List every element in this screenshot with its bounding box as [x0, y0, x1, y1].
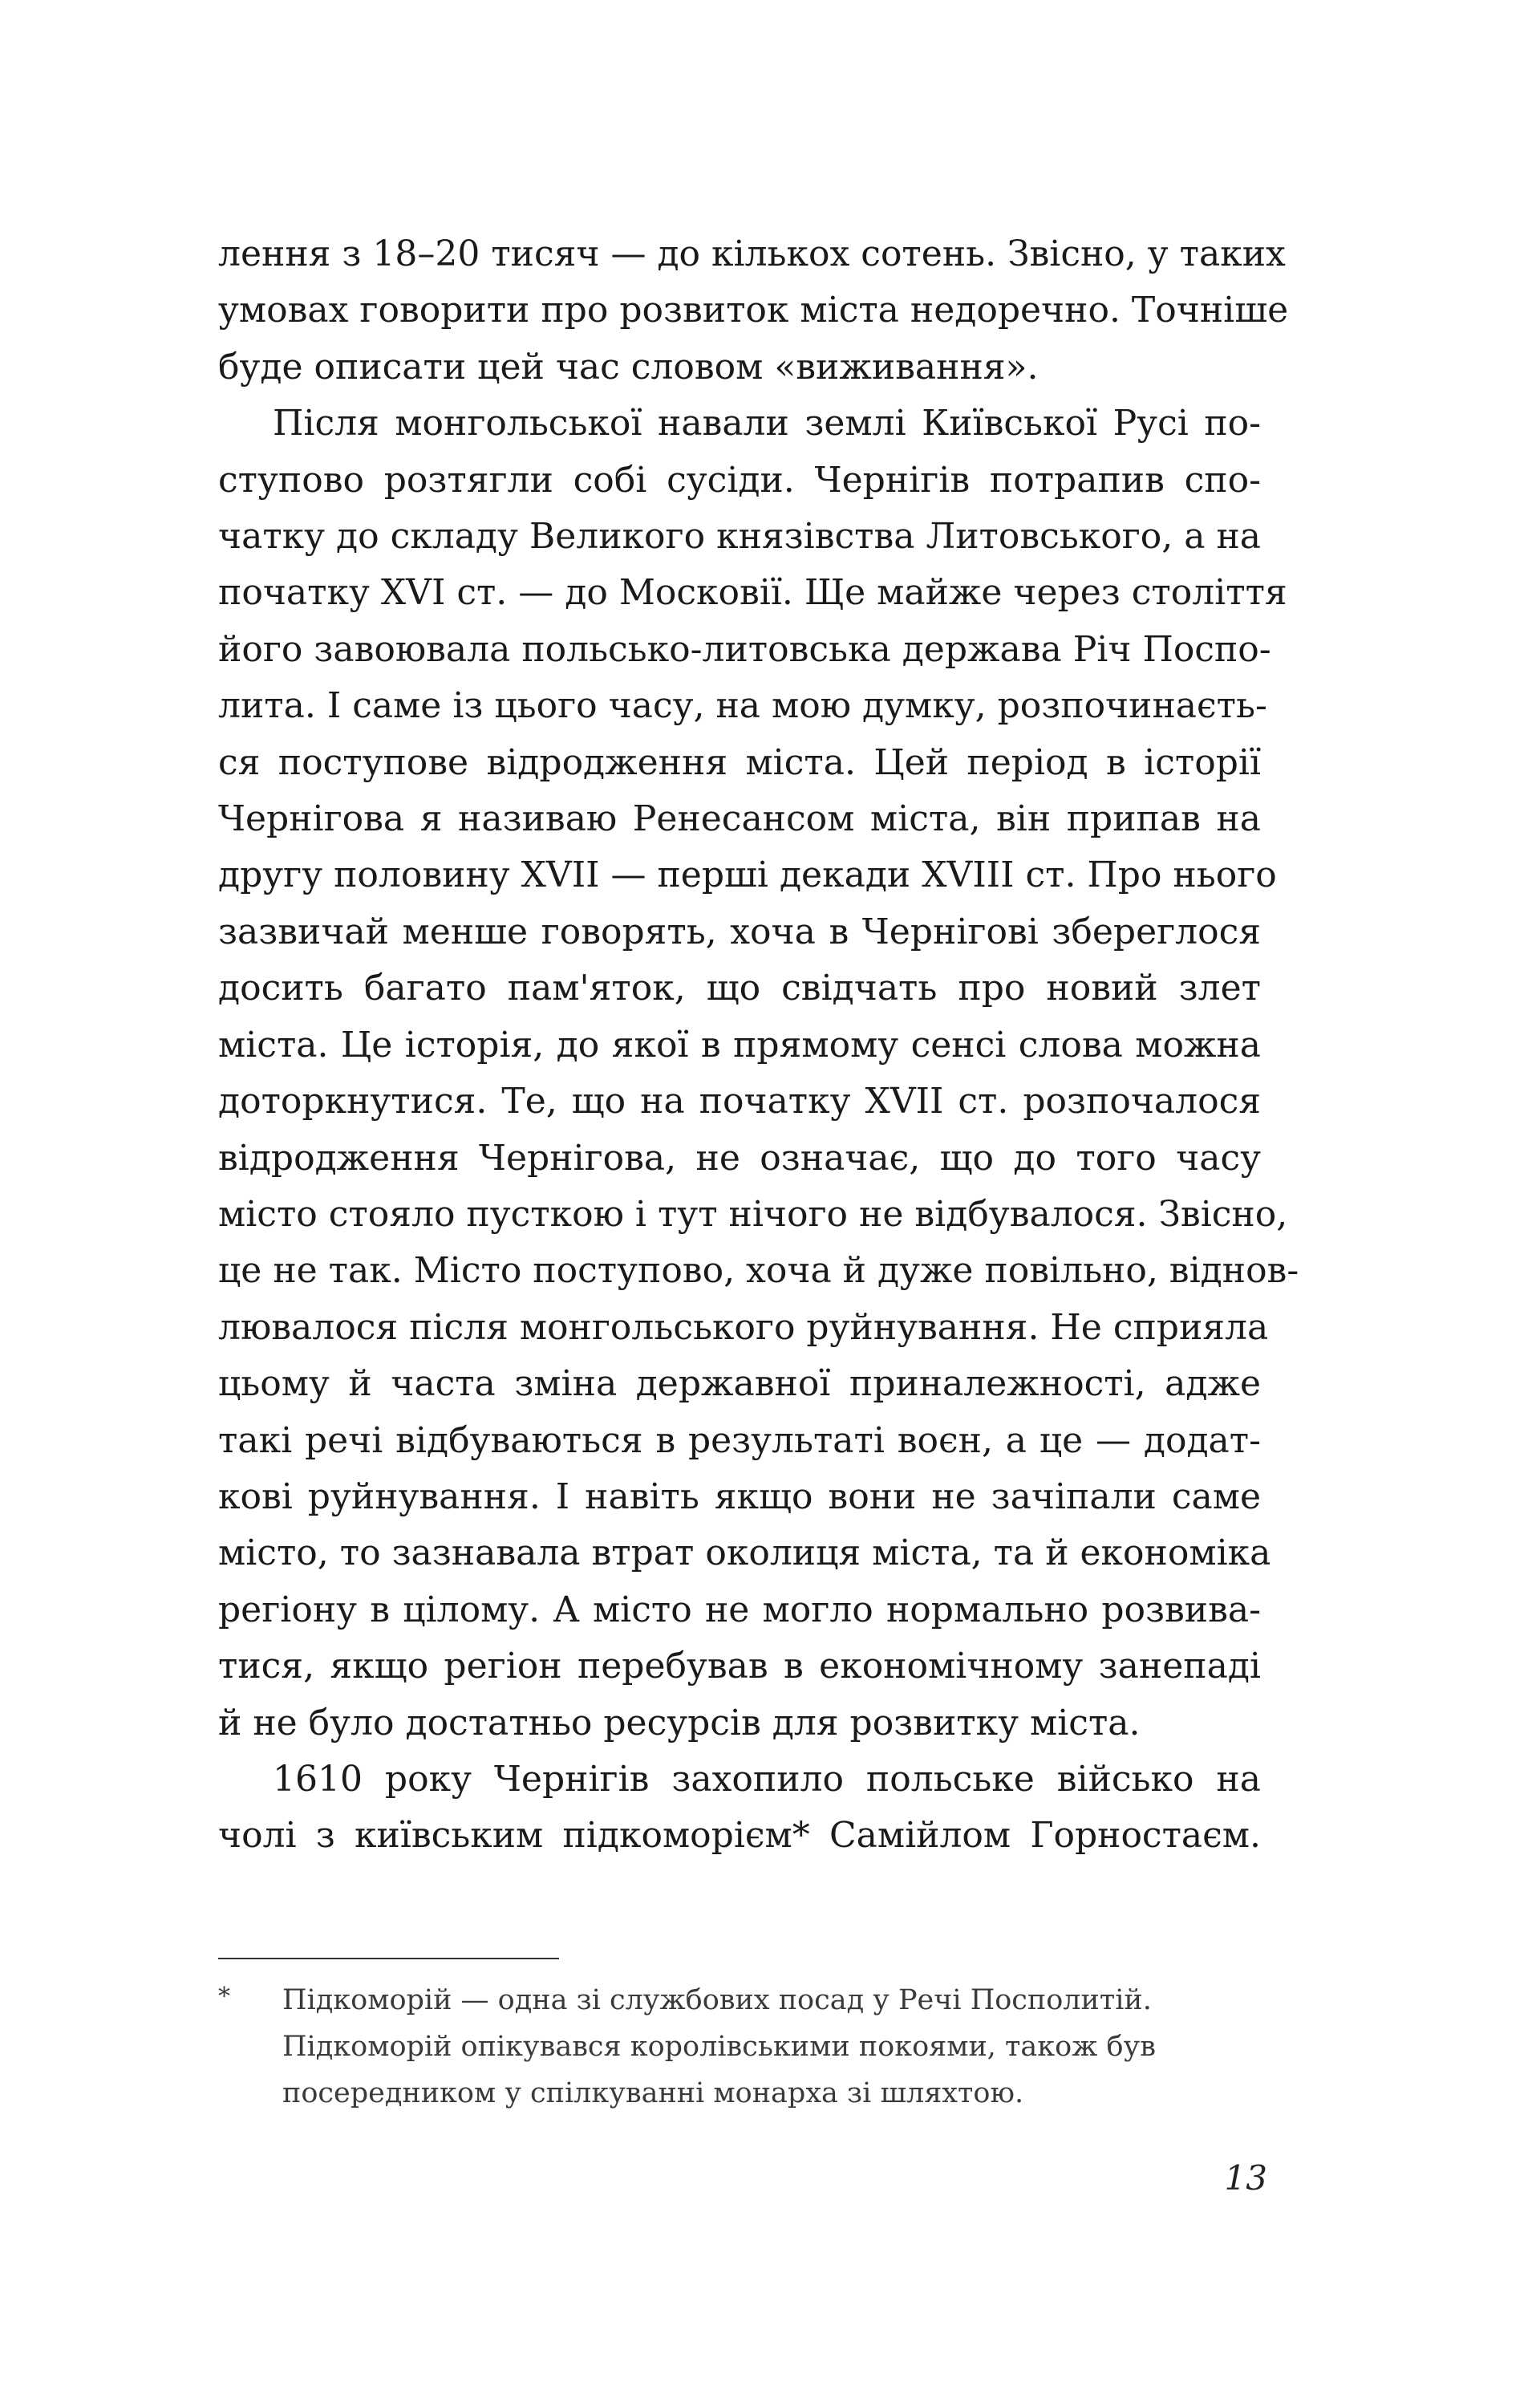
main-text [218, 226, 1299, 1865]
footnote-text [282, 1977, 1261, 2117]
footnote-line: Підкоморій — одна зі службових посад у Речі Посполитій. [282, 1984, 1152, 2016]
text-line: місто стояло пусткою і тут нічого не відбувалося. Звісно, [218, 1193, 1288, 1235]
footnote-line: посередником у спілкуванні монарха зі шляхтою. [282, 2077, 1024, 2109]
text-line: умовах говорити про розвиток міста недоречно. Точніше [218, 290, 1289, 331]
text-line: місто, то зазнавала втрат околиця міста, та й економіка [218, 1532, 1271, 1574]
text-line: кові руйнування. І навіть якщо вони не зачіпали саме [218, 1476, 1261, 1517]
page-number: 13 [1224, 2158, 1267, 2198]
text-line: доторкнутися. Те, що на початку XVII ст. розпочалося [218, 1081, 1261, 1122]
footnote-line: Підкоморій опікувався королівськими покоями, також був [282, 2031, 1156, 2063]
text-line: чолі з київським підкоморієм* Самійлом Горностаєм. [218, 1815, 1261, 1857]
text-line: лення з 18–20 тисяч — до кількох сотень. Звісно, у таких [218, 233, 1286, 274]
text-line: зазвичай менше говорять, хоча в Чернігові збереглося [218, 911, 1261, 952]
text-line: міста. Це історія, до якої в прямому сенсі слова можна [218, 1024, 1261, 1066]
text-line: буде описати цей час словом «виживання». [218, 346, 1039, 388]
text-line: ступово розтягли собі сусіди. Чернігів потрапив спо- [218, 459, 1261, 501]
text-line: Чернігова я називаю Ренесансом міста, він припав на [218, 798, 1261, 840]
text-line: лювалося після монгольського руйнування. Не сприяла [218, 1306, 1269, 1348]
text-line: другу половину XVII — перші декади XVIII ст. Про нього [218, 854, 1277, 896]
text-line: його завоювала польсько-литовська держава Річ Поспо- [218, 628, 1271, 670]
text-line: 1610 року Чернігів захопило польське військо на [273, 1758, 1261, 1800]
text-line: початку XVI ст. — до Московії. Ще майже через століття [218, 572, 1287, 614]
text-line: регіону в цілому. А місто не могло нормально розвива- [218, 1589, 1261, 1630]
text-line: лита. І саме із цього часу, на мою думку, розпочинаєть- [218, 685, 1267, 727]
text-line: ся поступове відродження міста. Цей період в історії [218, 741, 1261, 783]
footnote-marker: * [218, 1983, 230, 2011]
footnote-divider [218, 1958, 559, 1959]
text-line: такі речі відбуваються в результаті воєн, а це — додат- [218, 1419, 1261, 1461]
text-line: цьому й часта зміна державної приналежності, адже [218, 1363, 1261, 1405]
text-line: тися, якщо регіон перебував в економічному занепаді [218, 1646, 1261, 1687]
text-line: чатку до складу Великого князівства Литовського, а на [218, 516, 1261, 558]
text-line: Після монгольської навали землі Київської Русі по- [273, 403, 1261, 444]
text-line: й не було достатньо ресурсів для розвитку міста. [218, 1702, 1141, 1743]
text-line: відродження Чернігова, не означає, що до того часу [218, 1137, 1261, 1179]
text-line: досить багато пам'яток, що свідчать про новий злет [218, 968, 1261, 1009]
text-line: це не так. Місто поступово, хоча й дуже повільно, віднов- [218, 1250, 1299, 1292]
